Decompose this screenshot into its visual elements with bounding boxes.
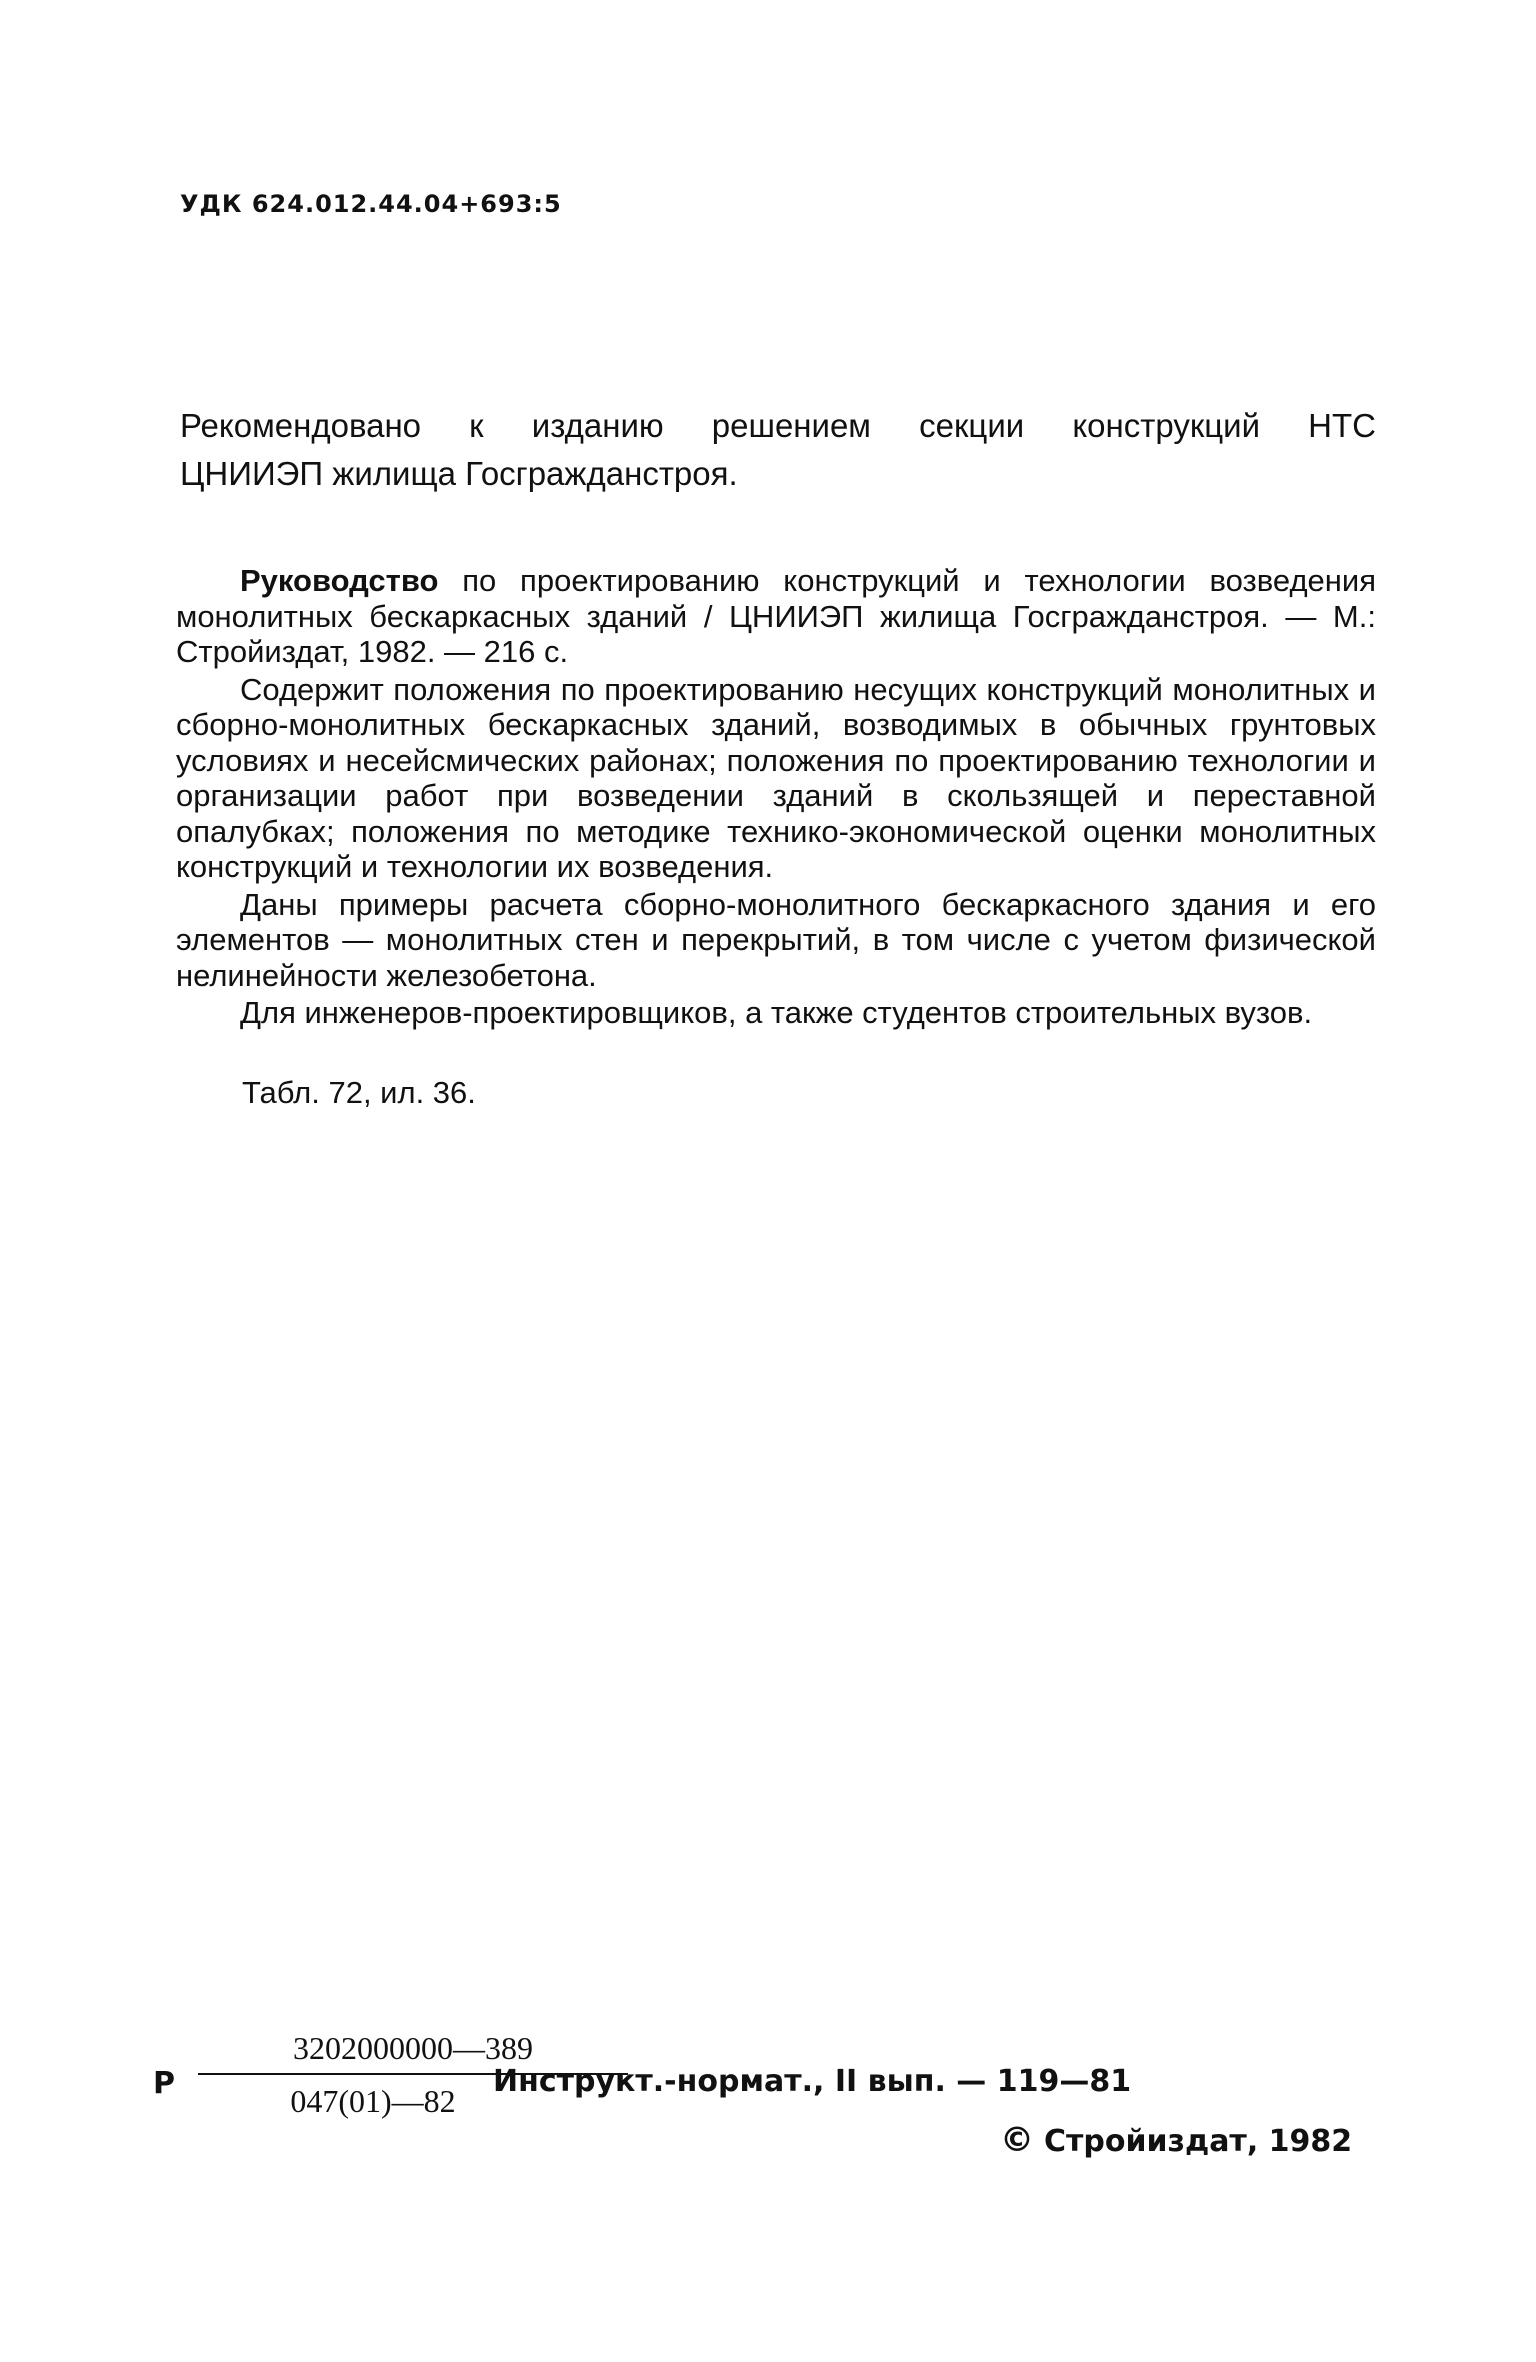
index-letter: Р [153,2066,175,2101]
book-title-rest: по проектированию конструкций и технологии возведения монолитных бескаркасных зданий / ЦНИИЭП жилища Госгражданстроя. — М.: Стройиздат, 1982. — 216 с. [176,563,1376,669]
index-numerator: 3202000000—389 [198,2030,628,2075]
udk-code: УДК 624.012.44.04+693:5 [180,190,562,218]
index-denominator: 047(01)—82 [290,2083,456,2119]
recommendation-note [180,402,1376,498]
tables-count: Табл. 72, ил. 36. [242,1075,476,1110]
copyright-icon: © [1000,2120,1034,2160]
audience-note: Для инженеров-проектировщиков, а также студентов строительных вузов. [240,995,1313,1030]
book-title-lead: Руководство [240,563,439,598]
copyright-line [1000,2120,1352,2160]
instruction-reference: Инструкт.-нормат., II вып. — 119—81 [493,2064,1132,2099]
recommendation-line-1: Рекомендовано к изданию решением секции конструкций НТС [180,407,1376,444]
content-summary: Содержит положения по проектированию несущих конструкций монолитных и сборно-монолитных бескаркасных зданий, возводимых в обычных грунтовых условиях и несейсмических районах; положения по проектированию технологии и организации работ при возведении зданий в скользящей и переставной опалубках; положения по методике технико-экономической оценки монолитных конструкций и технологии их возведения. [176,671,1376,884]
examples-note: Даны примеры расчета сборно-монолитного бескаркасного здания и его элементов — монолитных стен и перекрытий, в том числе с учетом физической нелинейности железобетона. [176,886,1376,993]
copyright-text: Стройиздат, 1982 [1044,2124,1353,2159]
bibliographic-entry [176,563,1376,670]
abstract [176,563,1376,1031]
recommendation-line-2: ЦНИИЭП жилища Госгражданстроя. [180,455,738,492]
